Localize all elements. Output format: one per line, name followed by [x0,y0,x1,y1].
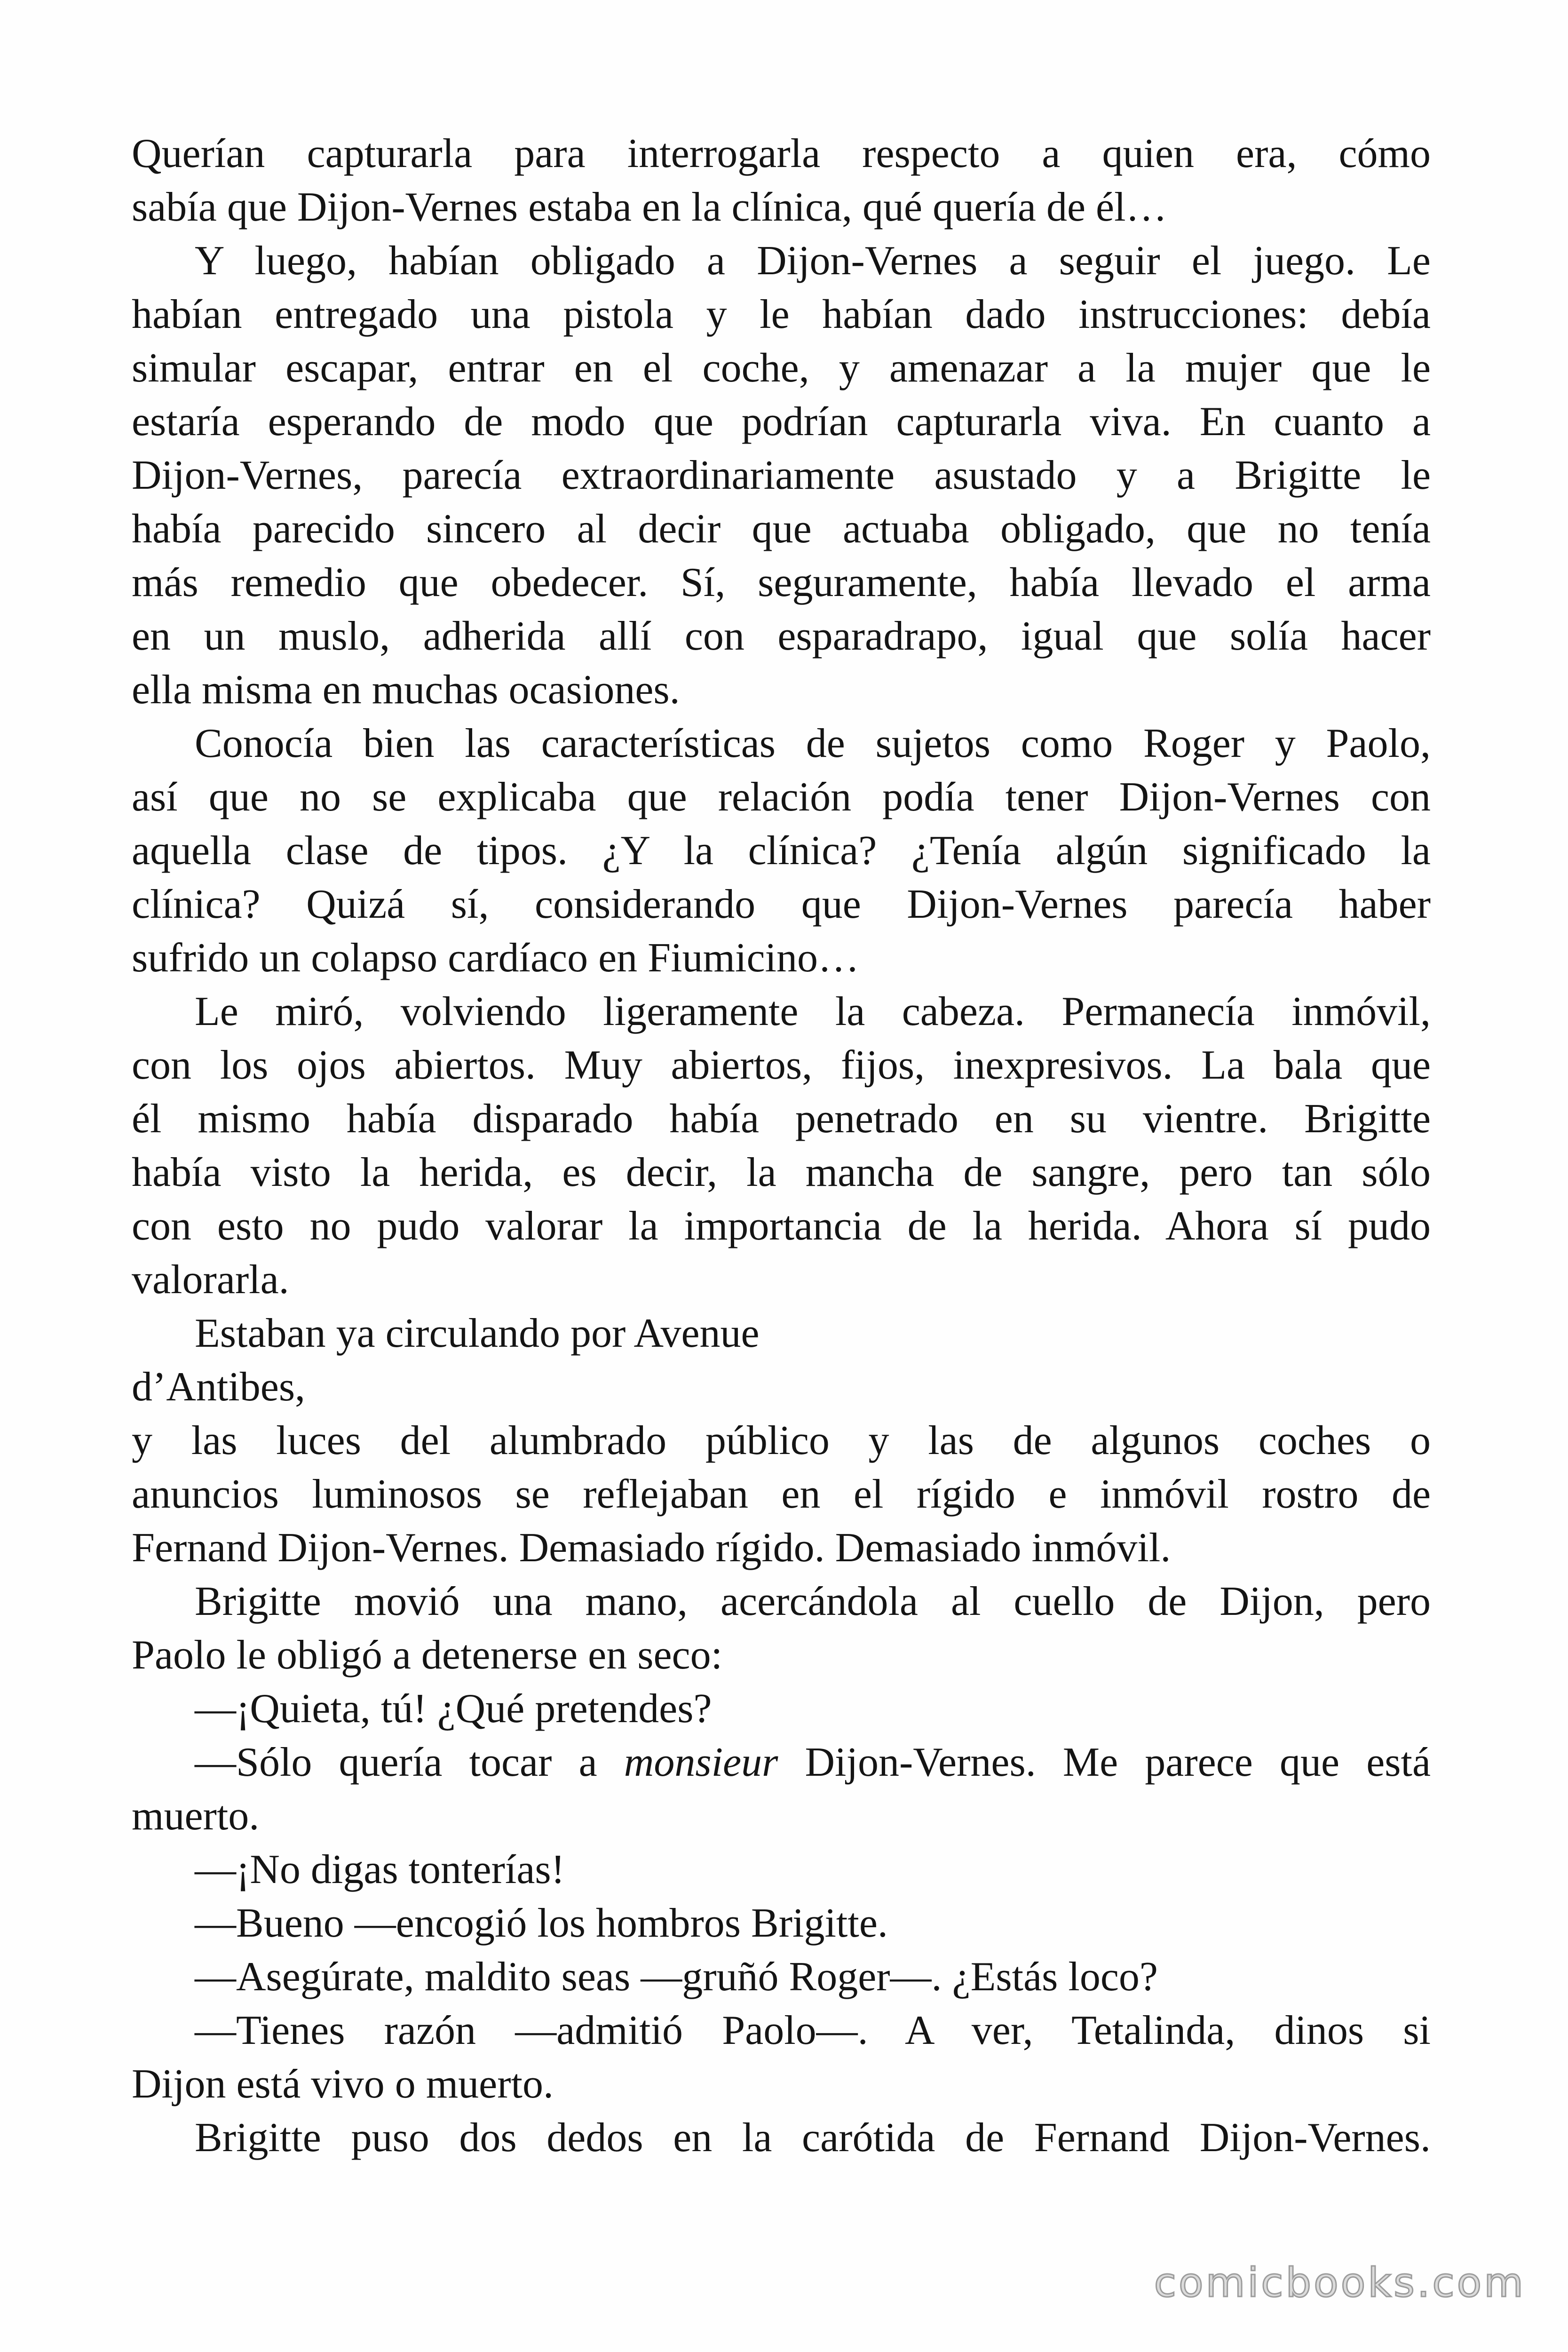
text-line: Querían capturarla para interrogarla respecto a quien era, cómo [132,131,1431,176]
paragraph [132,1575,1431,1682]
paragraph [132,127,1431,234]
dialogue-paragraph [132,1897,1431,1950]
body-text [132,127,1431,2165]
text-line: aquella clase de tipos. ¿Y la clínica? ¿Tenía algún significado la [132,828,1431,874]
text-line [132,1736,1431,1789]
text-line: habían entregado una pistola y le habían dado instrucciones: debía [132,292,1431,337]
paragraph [132,1307,1431,1575]
text-line: con esto no pudo valorar la importancia de la herida. Ahora sí pudo [132,1203,1431,1249]
line-text: —Sólo quería tocar a [195,1740,597,1785]
watermark: comicbooks.com [1154,2259,1526,2306]
text-line: —Tienes razón —admitió Paolo—. A ver, Tetalinda, dinos si [195,2008,1431,2053]
text-line: ella misma en muchas ocasiones. [132,667,680,713]
text-line: Le miró, volviendo ligeramente la cabeza. Permanecía inmóvil, [195,989,1431,1034]
text-line: Brigitte movió una mano, acercándola al cuello de Dijon, pero [195,1579,1431,1624]
text-line: —¡No digas tonterías! [195,1847,565,1892]
text-line: más remedio que obedecer. Sí, seguramente, había llevado el arma [132,560,1431,605]
text-line: simular escapar, entrar en el coche, y amenazar a la mujer que le [132,345,1431,391]
text-line: Brigitte puso dos dedos en la carótida de Fernand Dijon-Vernes. [195,2115,1431,2161]
text-line: Conocía bien las características de sujetos como Roger y Paolo, [195,721,1431,766]
dialogue-paragraph [132,1950,1431,2004]
text-line: con los ojos abiertos. Muy abiertos, fijos, inexpresivos. La bala que [132,1042,1431,1088]
paragraph [132,985,1431,1307]
text-line: Y luego, habían obligado a Dijon-Vernes a seguir el juego. Le [195,238,1431,284]
dialogue-paragraph [132,1736,1431,1843]
text-line: él mismo había disparado había penetrado en su vientre. Brigitte [132,1096,1431,1142]
text-line: —¡Quieta, tú! ¿Qué pretendes? [195,1686,712,1732]
emphasis-text: monsieur [624,1740,778,1785]
dialogue-paragraph [132,1843,1431,1897]
text-line: y las luces del alumbrado público y las de algunos coches o [132,1418,1431,1463]
paragraph [132,2111,1431,2165]
text-line: clínica? Quizá sí, considerando que Dijon-Vernes parecía haber [132,882,1431,927]
text-line: Paolo le obligó a detenerse en seco: [132,1632,723,1678]
text-line: valorarla. [132,1257,289,1303]
text-line: Dijon-Vernes, parecía extraordinariamente asustado y a Brigitte le [132,453,1431,498]
text-line: sabía que Dijon-Vernes estaba en la clínica, qué quería de él… [132,184,1167,230]
text-line: muerto. [132,1793,260,1839]
text-line: había parecido sincero al decir que actuaba obligado, que no tenía [132,506,1431,552]
dialogue-paragraph [132,1682,1431,1736]
text-line: anuncios luminosos se reflejaban en el rígido e inmóvil rostro de [132,1471,1431,1517]
text-line: así que no se explicaba que relación podía tener Dijon-Vernes con [132,774,1431,820]
text-line: estaría esperando de modo que podrían capturarla viva. En cuanto a [132,399,1431,445]
text-line: —Asegúrate, maldito seas —gruñó Roger—. ¿Estás loco? [195,1954,1158,2000]
paragraph [132,234,1431,717]
paragraph [132,717,1431,985]
text-line: en un muslo, adherida allí con esparadrapo, igual que solía hacer [132,613,1431,659]
text-line: Dijon está vivo o muerto. [132,2061,554,2107]
text-line: —Bueno —encogió los hombros Brigitte. [195,1900,888,1946]
dialogue-paragraph [132,2004,1431,2111]
text-line: Estaban ya circulando por Avenue [195,1311,760,1356]
text-line: había visto la herida, es decir, la mancha de sangre, pero tan sólo [132,1150,1431,1195]
text-line: d’Antibes, [132,1364,306,1410]
text-line: Fernand Dijon-Vernes. Demasiado rígido. Demasiado inmóvil. [132,1525,1171,1571]
line-text: Dijon-Vernes. Me parece que está [805,1740,1431,1785]
text-line: sufrido un colapso cardíaco en Fiumicino… [132,935,859,981]
